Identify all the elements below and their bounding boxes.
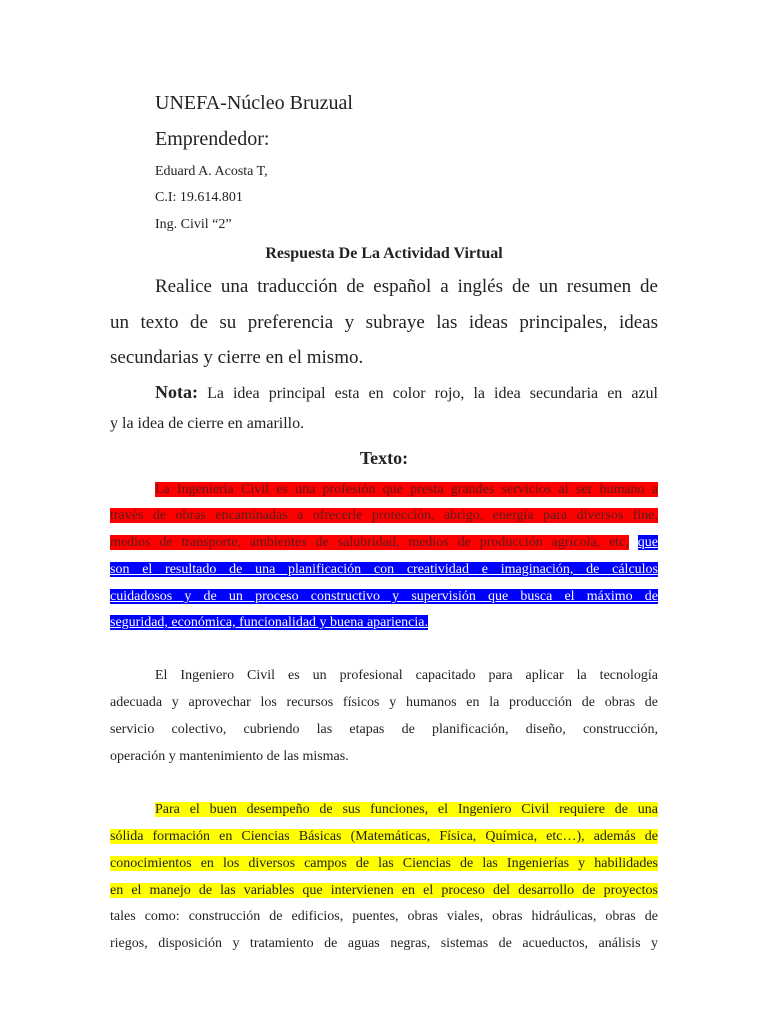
- main-idea-text: través de obras encaminadas a ofrecerle protección, abrigo, energía para diversos fine,: [110, 508, 658, 523]
- p1-line-5: [110, 589, 658, 605]
- closing-idea-text: sólida formación en Ciencias Básicas (Matemáticas, Física, Química, etc…), además de: [110, 829, 658, 844]
- author-name: Eduard A. Acosta T,: [155, 164, 268, 179]
- p1-line-2: [110, 508, 658, 524]
- secondary-idea-text: seguridad, económica, funcionalidad y buena apariencia.: [110, 615, 428, 630]
- note-label: Nota:: [155, 382, 198, 402]
- main-idea-text: La Ingeniería Civil es una profesión que presta grandes servicios al ser humano a: [155, 482, 658, 497]
- texto-heading: Texto:: [359, 448, 409, 468]
- p1-line-3: [110, 535, 658, 551]
- p3-line-3: [110, 856, 658, 872]
- secondary-idea-text: cuidadosos y de un proceso constructivo y supervisión que busca el máximo de: [110, 589, 658, 604]
- page-title: Respuesta De La Actividad Virtual: [265, 245, 503, 262]
- secondary-idea-text: que: [637, 535, 659, 550]
- p3-line-5: tales como: construcción de edificios, puentes, obras viales, obras hidráulicas, obras de: [110, 909, 658, 924]
- secondary-idea-text: son el resultado de una planificación con creatividad e imaginación, de cálculos: [110, 562, 658, 577]
- course-label: Ing. Civil “2”: [155, 217, 232, 232]
- note-text-1: La idea principal esta en color rojo, la idea secundaria en azul: [207, 385, 659, 402]
- instruction-line-1: Realice una traducción de español a inglés de un resumen de: [155, 276, 658, 297]
- p1-line-1: [155, 482, 658, 498]
- id-number: C.I: 19.614.801: [155, 190, 243, 205]
- p1-line-4: [110, 562, 658, 578]
- p3-line-1: [155, 802, 658, 818]
- main-idea-text: medios de transporte, ambientes de salubridad, medios de producción agrícola, etc,: [110, 535, 629, 550]
- p2-line-3: servicio colectivo, cubriendo las etapas de planificación, diseño, construcción,: [110, 722, 658, 737]
- p3-line-6: riegos, disposición y tratamiento de aguas negras, sistemas de acueductos, análisis y: [110, 936, 658, 951]
- note-line-2: y la idea de cierre en amarillo.: [110, 415, 305, 432]
- p3-line-4: [110, 883, 658, 899]
- closing-idea-text: Para el buen desempeño de sus funciones, el Ingeniero Civil requiere de una: [155, 802, 658, 817]
- institution-name: UNEFA-Núcleo Bruzual: [155, 92, 353, 114]
- closing-idea-text: en el manejo de las variables que intervienen en el proceso del desarrollo de proyectos: [110, 883, 658, 898]
- closing-idea-text: conocimientos en los diversos campos de las Ciencias de las Ingenierías y habilidades: [110, 856, 658, 871]
- instruction-line-2: un texto de su preferencia y subraye las ideas principales, ideas: [110, 312, 658, 333]
- p3-line-2: [110, 829, 658, 845]
- note-line-1: [155, 382, 658, 403]
- p2-line-4: operación y mantenimiento de las mismas.: [110, 749, 349, 764]
- role-label: Emprendedor:: [155, 128, 270, 150]
- p2-line-1: El Ingeniero Civil es un profesional capacitado para aplicar la tecnología: [155, 668, 658, 683]
- p2-line-2: adecuada y aprovechar los recursos físicos y humanos en la producción de obras de: [110, 695, 658, 710]
- instruction-line-3: secundarias y cierre en el mismo.: [110, 347, 364, 368]
- p1-line-6: [110, 615, 428, 631]
